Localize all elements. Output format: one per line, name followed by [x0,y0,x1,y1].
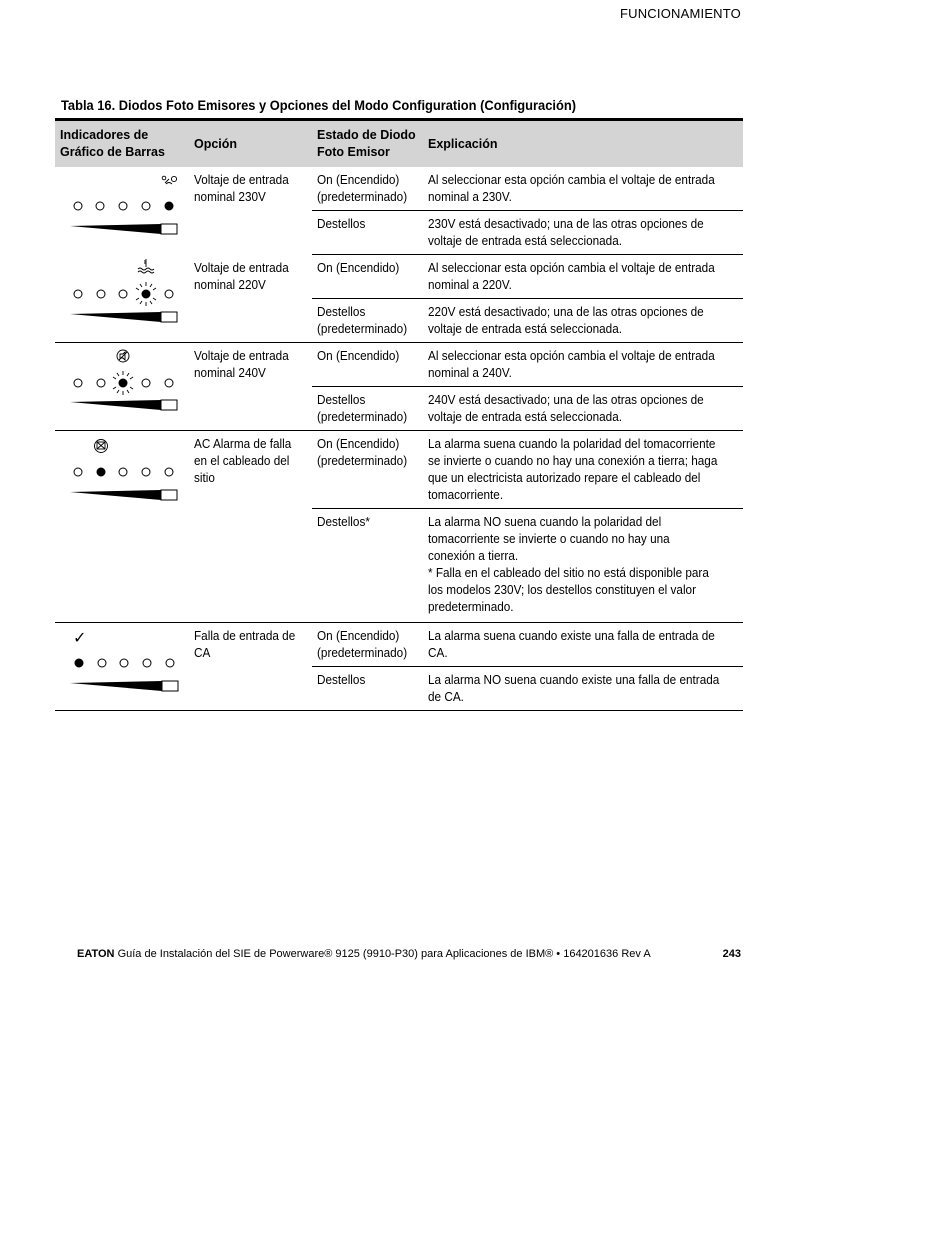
state-cell: On (Encendido) [312,255,423,299]
load-bar-wedge [70,224,177,234]
state-cell: On (Encendido) [312,343,423,387]
table-row [55,623,743,667]
led-on [165,202,173,210]
led-off [143,659,151,667]
led-off [119,290,127,298]
explanation-cell: La alarma NO suena cuando existe una falla de entrada de CA. [423,667,743,711]
explanation-cell: Al seleccionar esta opción cambia el voltaje de entrada nominal a 240V. [423,343,743,387]
explanation-cell: 240V está desactivado; una de las otras opciones de voltaje de entrada está seleccionada. [423,387,743,431]
footer-text: Guía de Instalación del SIE de Powerware® 9125 (9910-P30) para Aplicaciones de IBM® • 164201636 Rev A [117,948,651,960]
led-off [98,659,106,667]
column-header-indicators: Indicadores de Gráfico de Barras [55,120,189,168]
state-cell: Destellos (predeterminado) [312,387,423,431]
footnote-text: * Falla en el cableado del sitio no está disponible para los modelos 230V; los destellos constituyen el valor predeterminado. [428,566,709,614]
led-off [119,468,127,476]
indicator-cell [55,343,189,431]
column-header-state: Estado de Diodo Foto Emisor [312,120,423,168]
no-sound-circle-icon [117,350,129,362]
led-row [75,659,174,667]
led-flash [142,290,150,298]
indicator-cell [55,167,189,255]
option-cell: Voltaje de entrada nominal 220V [189,255,312,343]
bar-graph-indicator [55,623,179,703]
led-off [142,202,150,210]
led-off [165,290,173,298]
state-cell: On (Encendido) (predeterminado) [312,431,423,509]
bar-graph-indicator [55,431,179,511]
led-on [97,468,105,476]
led-off [74,290,82,298]
explanation-cell: La alarma suena cuando existe una falla de entrada de CA. [423,623,743,667]
table-title: Tabla 16. Diodos Foto Emisores y Opciones del Modo Configuration (Configuración) [61,97,576,113]
page-number: 243 [722,948,741,960]
led-off [142,468,150,476]
option-cell: AC Alarma de falla en el cableado del sitio [189,431,312,623]
explanation-text: La alarma NO suena cuando la polaridad del tomacorriente se invierte o cuando no hay una conexión a tierra. [428,515,670,563]
page-footer [77,948,741,960]
table-row [55,167,743,211]
load-bar-wedge [70,400,177,410]
indicator-cell [55,623,189,711]
led-off [166,659,174,667]
option-cell: Falla de entrada de CA [189,623,312,711]
explanation-cell: Al seleccionar esta opción cambia el voltaje de entrada nominal a 230V. [423,167,743,211]
explanation-cell: 220V está desactivado; una de las otras opciones de voltaje de entrada está seleccionada. [423,299,743,343]
led-off [119,202,127,210]
state-cell: Destellos [312,211,423,255]
indicator-cell [55,255,189,343]
led-options-table [55,118,743,711]
led-off [74,379,82,387]
led-row [74,290,173,298]
temperature-wave-icon [138,259,154,273]
led-off [165,379,173,387]
option-cell: Voltaje de entrada nominal 230V [194,173,289,204]
led-off [120,659,128,667]
explanation-cell: Al seleccionar esta opción cambia el voltaje de entrada nominal a 220V. [423,255,743,299]
load-bar-wedge [70,312,177,322]
led-off [97,379,105,387]
led-off [74,202,82,210]
table-row [55,255,743,299]
bar-graph-indicator [55,255,179,335]
led-off [97,290,105,298]
table-row [55,431,743,509]
state-cell: Destellos* [312,509,423,623]
load-bar-wedge [70,681,178,691]
indicator-cell [55,431,189,623]
led-row [74,202,173,210]
explanation-cell: La alarma suena cuando la polaridad del tomacorriente se invierte o cuando no hay una conexión a tierra; haga que un electricista autorizado repare el cableado del tomacorriente. [423,431,743,509]
state-cell: On (Encendido) (predeterminado) [312,167,423,211]
check-mark-icon: ✓ [73,628,87,647]
table-row [55,343,743,387]
led-off [165,468,173,476]
bar-graph-indicator [55,343,179,423]
section-header: FUNCIONAMIENTO [619,6,741,21]
state-cell: On (Encendido) (predeterminado) [312,623,423,667]
option-cell: Voltaje de entrada nominal 240V [189,343,312,431]
wiring-fault-icon [95,440,108,453]
led-flash [119,379,127,387]
table-header-row [55,120,743,168]
explanation-cell [423,509,743,623]
voltage-ac-icon [162,176,176,184]
led-row [74,468,173,476]
column-header-option: Opción [189,120,312,168]
state-cell: Destellos [312,667,423,711]
led-off [142,379,150,387]
bar-graph-indicator [55,167,179,247]
state-cell: Destellos (predeterminado) [312,299,423,343]
led-row [74,379,173,387]
load-bar-wedge [70,490,177,500]
led-off [74,468,82,476]
column-header-explanation: Explicación [423,120,743,168]
led-off [96,202,104,210]
led-on [75,659,83,667]
explanation-cell: 230V está desactivado; una de las otras opciones de voltaje de entrada está seleccionada. [423,211,743,255]
footer-brand: EATON [77,948,115,960]
